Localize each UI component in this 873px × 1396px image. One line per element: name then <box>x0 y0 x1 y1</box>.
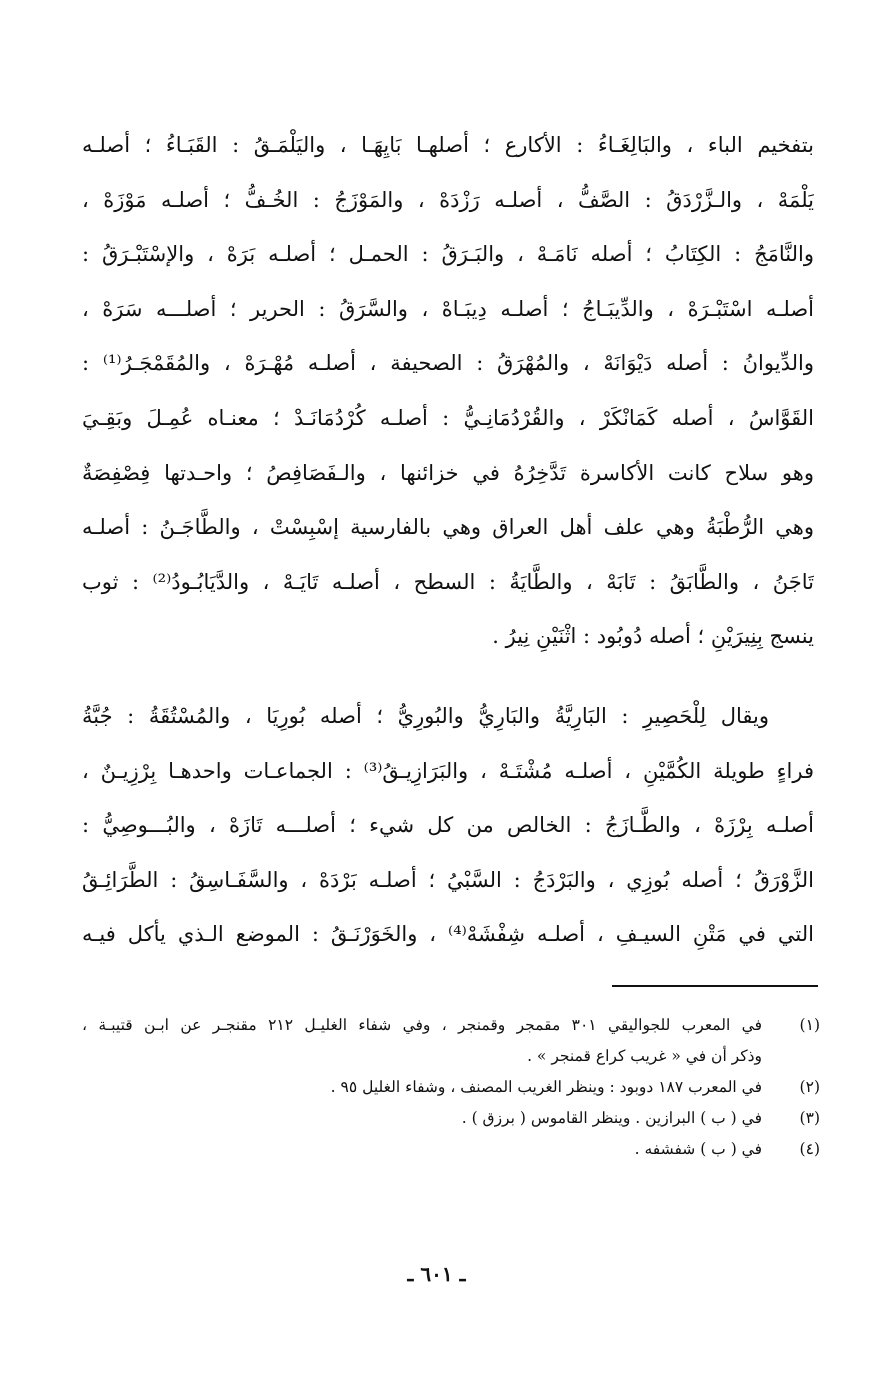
text-line: وهي الرُّطْبَةُ وهي علف أهل العراق وهي بالفارسية إسْبِسْتْ ، والطَّاجَـنُ : أصلـه <box>82 515 814 540</box>
text-line: والنَّامَجُ : الكِتَابُ ؛ أصله نَامَـهْ ، والبَـرَقُ : الحمـل ؛ أصلـه بَرَهْ ، والإسْتَبْـرَقُ : <box>82 242 814 267</box>
text-line: فراءٍ طويلة الكُمَّيْنِ ، أصلـه مُشْتَـهْ ، والبَرَازِيـقُ⁽³⁾ : الجماعـات واحدهـا بِرْزِيـنٌ ، <box>82 758 814 783</box>
text-line: والدِّيوانُ : أصله دَيْوَانَهْ ، والمُهْرَقُ : الصحيفة ، أصلـه مُهْـرَهْ ، والمُقَمْجَـرُ⁽¹⁾ : <box>82 351 814 376</box>
text-line: تَاجَنُ ، والطَّابَقُ : تَابَهْ ، والطَّايَةُ : السطح ، أصلـه تَايَـهْ ، والدَّيَابُـودُ⁽²⁾ : ثوب <box>82 569 814 594</box>
text-line: التي في مَتْنِ السيـفِ ، أصلـه شِفْشَهْ⁽⁴⁾ ، والخَوَرْنَـقُ : الموضع الـذي يأكل فيـه <box>82 922 814 947</box>
text-line: الزَّوْرَقُ ؛ أصله بُوزِي ، والبَرْدَجُ : السَّبْيُ ؛ أصلـه بَرْدَهْ ، والسَّفَـاسِقُ : الطَّرَائِـقُ <box>82 867 814 892</box>
footnote <box>82 1103 820 1134</box>
footnote-text <box>82 1103 762 1134</box>
footnote-number: (٤) <box>799 1140 820 1158</box>
text-line: يَلْمَهْ ، والـزَّرْدَقُ : الصَّفُّ ، أصلـه رَزْدَهْ ، والمَوْزَجُ : الخُـفُّ ؛ أصلـه مَوْزَهْ ، <box>82 187 814 212</box>
footnote-number: (٣) <box>799 1109 820 1127</box>
page-number: ـ ٦٠١ ـ <box>407 1262 466 1286</box>
text-line: أصلـه بِرْزَهْ ، والطَّـازَجُ : الخالص من كل شيء ؛ أصلـــه تَازَهْ ، والبُـــوصِيُّ : <box>82 813 814 838</box>
text-line: بتفخيم الباء ، والبَالِغَـاءُ : الأكارع ؛ أصلهـا بَايِهَـا ، واليَلْمَـقُ : القَبَـاءُ ؛ أصلـه <box>82 133 814 157</box>
text-line: ينسج بِنِيرَيْنِ ؛ أصله دُوبُود : اثْنَيْنِ نِيرُ . <box>492 624 814 649</box>
footnotes <box>82 1010 820 1165</box>
text-line: وهو سلاح كانت الأكاسرة تَدَّخِرُهُ في خزائنها ، والـفَصَافِصُ ؛ واحـدتها فِصْفِصَةٌ <box>82 460 814 485</box>
footnote <box>82 1010 820 1072</box>
footnote-number: (٢) <box>799 1078 820 1096</box>
footnote <box>82 1072 820 1103</box>
footnote-line: في المعرب ١٨٧ دوبود : وينظر الغريب المصنف ، وشفاء الغليل ٩٥ . <box>330 1078 762 1096</box>
footnote-text <box>82 1072 762 1103</box>
footnote-line: في ( ب ) شفشفه . <box>634 1140 762 1158</box>
footnote-text <box>82 1134 762 1165</box>
text-line: القَوَّاسُ ، أصله كَمَانْكَرْ ، والقُرْدُمَانِـيُّ : أصلـه كُرْدُمَانَـدْ ؛ معنـاه عُمِـلَ وبَقِـيَ <box>82 405 814 430</box>
main-text <box>82 118 814 962</box>
footnote-line: في المعرب للجواليقي ٣٠١ مقمجر وقمنجر ، وفي شفاء الغليـل ٢١٢ مقنجـر عن ابـن قتيبـة ، <box>82 1016 762 1034</box>
text-line: أصلـه اسْتَبْـرَهْ ، والدِّيبَـاجُ ؛ أصلـه دِيبَـاهْ ، والسَّرَقُ : الحرير ؛ أصلـــه سَرَهْ ، <box>82 296 814 321</box>
paragraph-2 <box>82 689 814 962</box>
footnote-line: وذكر أن في « غريب كراع قمنجر » . <box>527 1047 762 1065</box>
footnote-text <box>82 1010 762 1072</box>
footnote <box>82 1134 820 1165</box>
footnote-number: (١) <box>799 1016 820 1034</box>
paragraph-1 <box>82 118 814 664</box>
text-line: ويقال لِلْحَصِيرِ : البَارِيَّةُ والبَارِيُّ والبُورِيُّ ؛ أصله بُورِيَا ، والمُسْتُقَةُ : جُبَّةُ <box>82 703 769 728</box>
footnote-line: في ( ب ) البرازين . وينظر القاموس ( برزق ) . <box>461 1109 762 1127</box>
footnote-separator <box>612 985 818 987</box>
